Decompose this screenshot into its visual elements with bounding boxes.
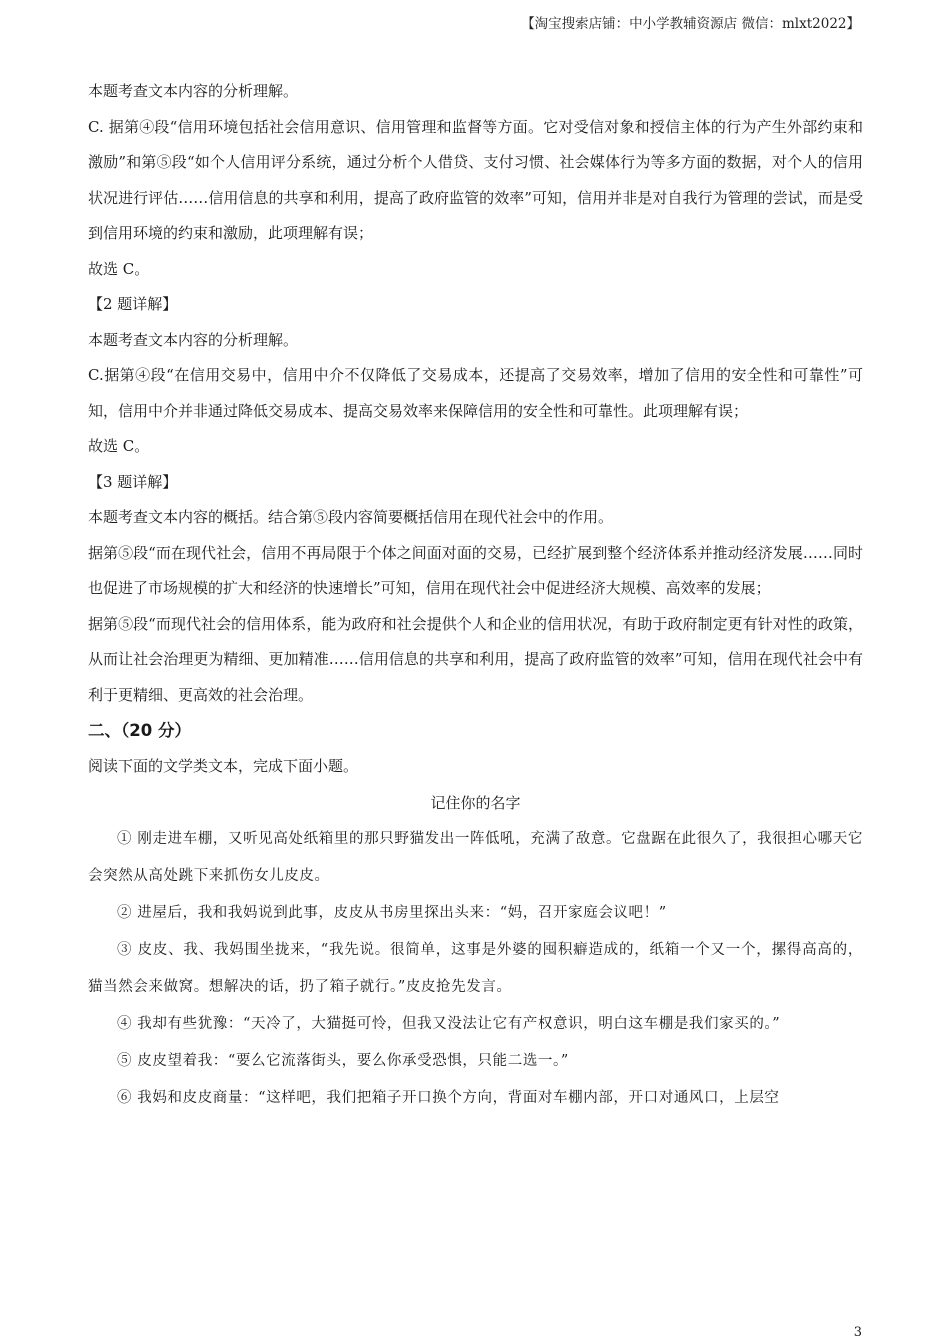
paragraph: C.据第④段“在信用交易中，信用中介不仅降低了交易成本，还提高了交易效率，增加了信用的安全性和可靠性”可知，信用中介并非通过降低交易成本、提高交易效率来保障信用的安全性和可靠性。此项理解有误； — [88, 366, 863, 420]
page-number: 3 — [853, 1325, 862, 1340]
story-paragraph: ① 刚走进车棚，又听见高处纸箱里的那只野猫发出一阵低吼，充满了敌意。它盘踞在此很久了，我很担心哪天它会突然从高处跳下来抓伤女儿皮皮。 — [88, 830, 863, 884]
story-paragraph: ④ 我却有些犹豫：“天冷了，大猫挺可怜，但我又没法让它有产权意识，明白这车棚是我们家买的。” — [117, 1015, 781, 1032]
paragraph: 故选 C。 — [88, 437, 150, 455]
page-header: 【淘宝搜索店铺：中小学教辅资源店 微信：mlxt2022】 — [521, 16, 860, 32]
paragraph: 据第⑤段“而在现代社会，信用不再局限于个体之间面对面的交易，已经扩展到整个经济体系并推动经济发展……同时也促进了市场规模的扩大和经济的快速增长”可知，信用在现代社会中促进经济大规模、高效率的发展； — [88, 543, 863, 597]
document-body — [88, 74, 863, 1117]
paragraph: C. 据第④段“信用环境包括社会信用意识、信用管理和监督等方面。它对受信对象和授信主体的行为产生外部约束和激励”和第⑤段“如个人信用评分系统，通过分析个人借贷、支付习惯、社会媒体行为等多方面的数据，对个人的信用状况进行评估……信用信息的共享和利用，提高了政府监管的效率”可知，信用并非是对自我行为管理的尝试，而是受到信用环境的约束和激励，此项理解有误； — [88, 117, 863, 242]
section-title: 二、（20 分） — [88, 721, 191, 740]
instruction: 阅读下面的文学类文本，完成下面小题。 — [88, 757, 359, 775]
story-paragraph: ③ 皮皮、我、我妈围坐拢来，“我先说。很简单，这事是外婆的囤积癖造成的，纸箱一个又一个，摞得高高的，猫当然会来做窝。想解决的话，扔了箱子就行。”皮皮抢先发言。 — [88, 941, 863, 995]
story-paragraph: ② 进屋后，我和我妈说到此事，皮皮从书房里探出头来：“妈，召开家庭会议吧！” — [117, 904, 667, 921]
story-paragraph: ⑤ 皮皮望着我：“要么它流落街头，要么你承受恐惧，只能二选一。” — [117, 1052, 569, 1069]
paragraph: 本题考查文本内容的分析理解。 — [88, 330, 299, 349]
subheading: 【2 题详解】 — [88, 295, 178, 313]
paragraph: 本题考查文本内容的概括。结合第⑤段内容简要概括信用在现代社会中的作用。 — [88, 508, 614, 526]
story-title: 记住你的名字 — [430, 793, 521, 812]
subheading: 【3 题详解】 — [88, 472, 178, 491]
story-paragraph: ⑥ 我妈和皮皮商量：“这样吧，我们把箱子开口换个方向，背面对车棚内部，开口对通风口，上层空 — [117, 1089, 780, 1106]
paragraph: 故选 C。 — [88, 259, 150, 278]
paragraph: 据第⑤段“而现代社会的信用体系，能为政府和社会提供个人和企业的信用状况，有助于政府制定更有针对性的政策，从而让社会治理更为精细、更加精准……信用信息的共享和利用，提高了政府监管的效率”可知，信用在现代社会中有利于更精细、更高效的社会治理。 — [88, 614, 863, 704]
paragraph: 本题考查文本内容的分析理解。 — [88, 82, 299, 100]
